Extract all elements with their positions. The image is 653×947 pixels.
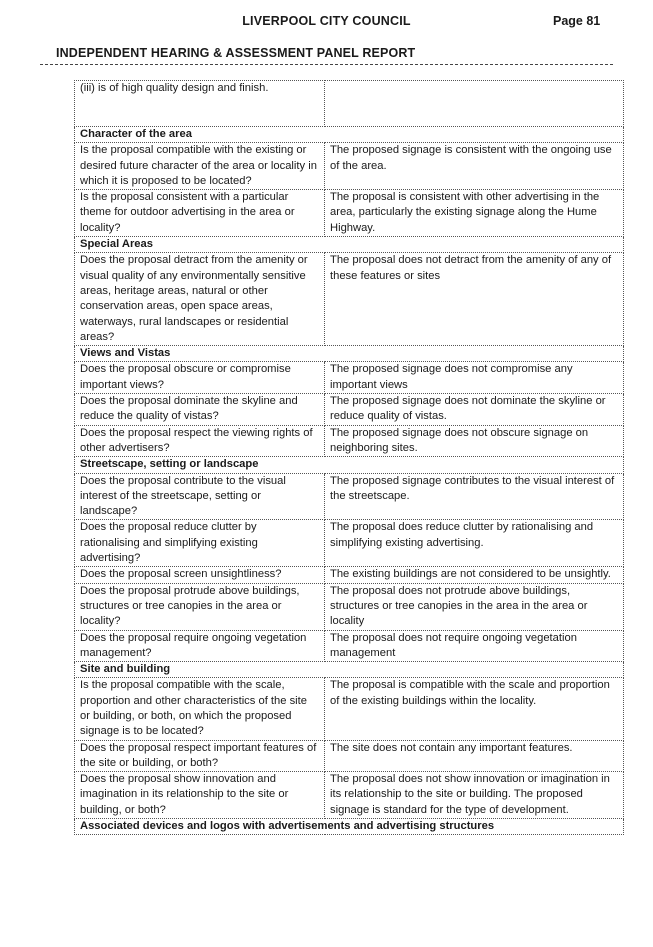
response-cell: The proposal does not protrude above buildings, structures or tree canopies in the area in the area or locality <box>325 583 624 630</box>
criterion-cell: Does the proposal contribute to the visual interest of the streetscape, setting or landscape? <box>75 473 325 520</box>
section-title: Views and Vistas <box>75 346 624 362</box>
response-cell: The site does not contain any important features. <box>325 740 624 772</box>
criterion-cell: Does the proposal screen unsightliness? <box>75 567 325 583</box>
table-row <box>75 190 624 237</box>
table-row <box>75 630 624 662</box>
response-cell: The proposal is consistent with other advertising in the area, particularly the existing signage along the Hume Highway. <box>325 190 624 237</box>
section-header-row <box>75 457 624 473</box>
table-row <box>75 772 624 819</box>
response-cell: The proposed signage does not obscure signage on neighboring sites. <box>325 425 624 457</box>
criterion-cell: Is the proposal consistent with a particular theme for outdoor advertising in the area or locality? <box>75 190 325 237</box>
response-cell: The proposal does reduce clutter by rationalising and simplifying existing advertising. <box>325 520 624 567</box>
criterion-cell: Does the proposal detract from the amenity or visual quality of any environmentally sensitive areas, heritage areas, natural or other conservation areas, open space areas, waterways, rural landscapes or residential areas? <box>75 253 325 346</box>
section-header-row <box>75 346 624 362</box>
table-row <box>75 583 624 630</box>
table-row <box>75 678 624 740</box>
response-cell: The proposal does not detract from the amenity of any of these features or sites <box>325 253 624 346</box>
section-header-row <box>75 127 624 143</box>
criterion-cell: Does the proposal protrude above buildings, structures or tree canopies in the area or locality? <box>75 583 325 630</box>
table-row <box>75 740 624 772</box>
header-rule <box>40 64 613 65</box>
report-heading: INDEPENDENT HEARING & ASSESSMENT PANEL REPORT <box>56 46 416 60</box>
table-row <box>75 143 624 190</box>
response-cell: The proposal does not show innovation or imagination in its relationship to the site or building. The proposed signage is standard for the type of development. <box>325 772 624 819</box>
response-cell: The existing buildings are not considered to be unsightly. <box>325 567 624 583</box>
council-heading: LIVERPOOL CITY COUNCIL <box>242 14 411 28</box>
criterion-cell: Does the proposal respect important features of the site or building, or both? <box>75 740 325 772</box>
table-row <box>75 362 624 394</box>
criterion-cell: Does the proposal respect the viewing rights of other advertisers? <box>75 425 325 457</box>
section-header-row <box>75 237 624 253</box>
response-cell: The proposal is compatible with the scale and proportion of the existing buildings within the locality. <box>325 678 624 740</box>
response-cell: The proposed signage does not compromise any important views <box>325 362 624 394</box>
table-row <box>75 567 624 583</box>
criterion-cell: Does the proposal reduce clutter by rationalising and simplifying existing advertising? <box>75 520 325 567</box>
criterion-cell: Is the proposal compatible with the scale, proportion and other characteristics of the site or building, or both, on which the proposed signage is to be located? <box>75 678 325 740</box>
table-row <box>75 520 624 567</box>
section-title: Site and building <box>75 662 624 678</box>
page-number: Page 81 <box>553 14 601 28</box>
section-header-row <box>75 662 624 678</box>
response-cell: The proposed signage does not dominate the skyline or reduce quality of vistas. <box>325 394 624 426</box>
criterion-cell: Does the proposal obscure or compromise important views? <box>75 362 325 394</box>
criterion-cell: Does the proposal dominate the skyline and reduce the quality of vistas? <box>75 394 325 426</box>
criterion-cell: Is the proposal compatible with the existing or desired future character of the area or locality in which it is proposed to be located? <box>75 143 325 190</box>
response-cell: The proposal does not require ongoing vegetation management <box>325 630 624 662</box>
table-row <box>75 253 624 346</box>
response-cell <box>325 81 624 127</box>
criterion-cell: Does the proposal require ongoing vegetation management? <box>75 630 325 662</box>
table-row <box>75 81 624 127</box>
section-title: Special Areas <box>75 237 624 253</box>
criterion-cell: Does the proposal show innovation and imagination in its relationship to the site or building, or both? <box>75 772 325 819</box>
table-row <box>75 394 624 426</box>
criterion-cell: (iii) is of high quality design and finish. <box>75 81 325 127</box>
table-row <box>75 425 624 457</box>
section-title: Streetscape, setting or landscape <box>75 457 624 473</box>
response-cell: The proposed signage contributes to the visual interest of the streetscape. <box>325 473 624 520</box>
assessment-table <box>74 80 624 835</box>
table-row <box>75 473 624 520</box>
section-header-row <box>75 819 624 835</box>
section-title: Character of the area <box>75 127 624 143</box>
section-title: Associated devices and logos with advertisements and advertising structures <box>75 819 624 835</box>
response-cell: The proposed signage is consistent with the ongoing use of the area. <box>325 143 624 190</box>
